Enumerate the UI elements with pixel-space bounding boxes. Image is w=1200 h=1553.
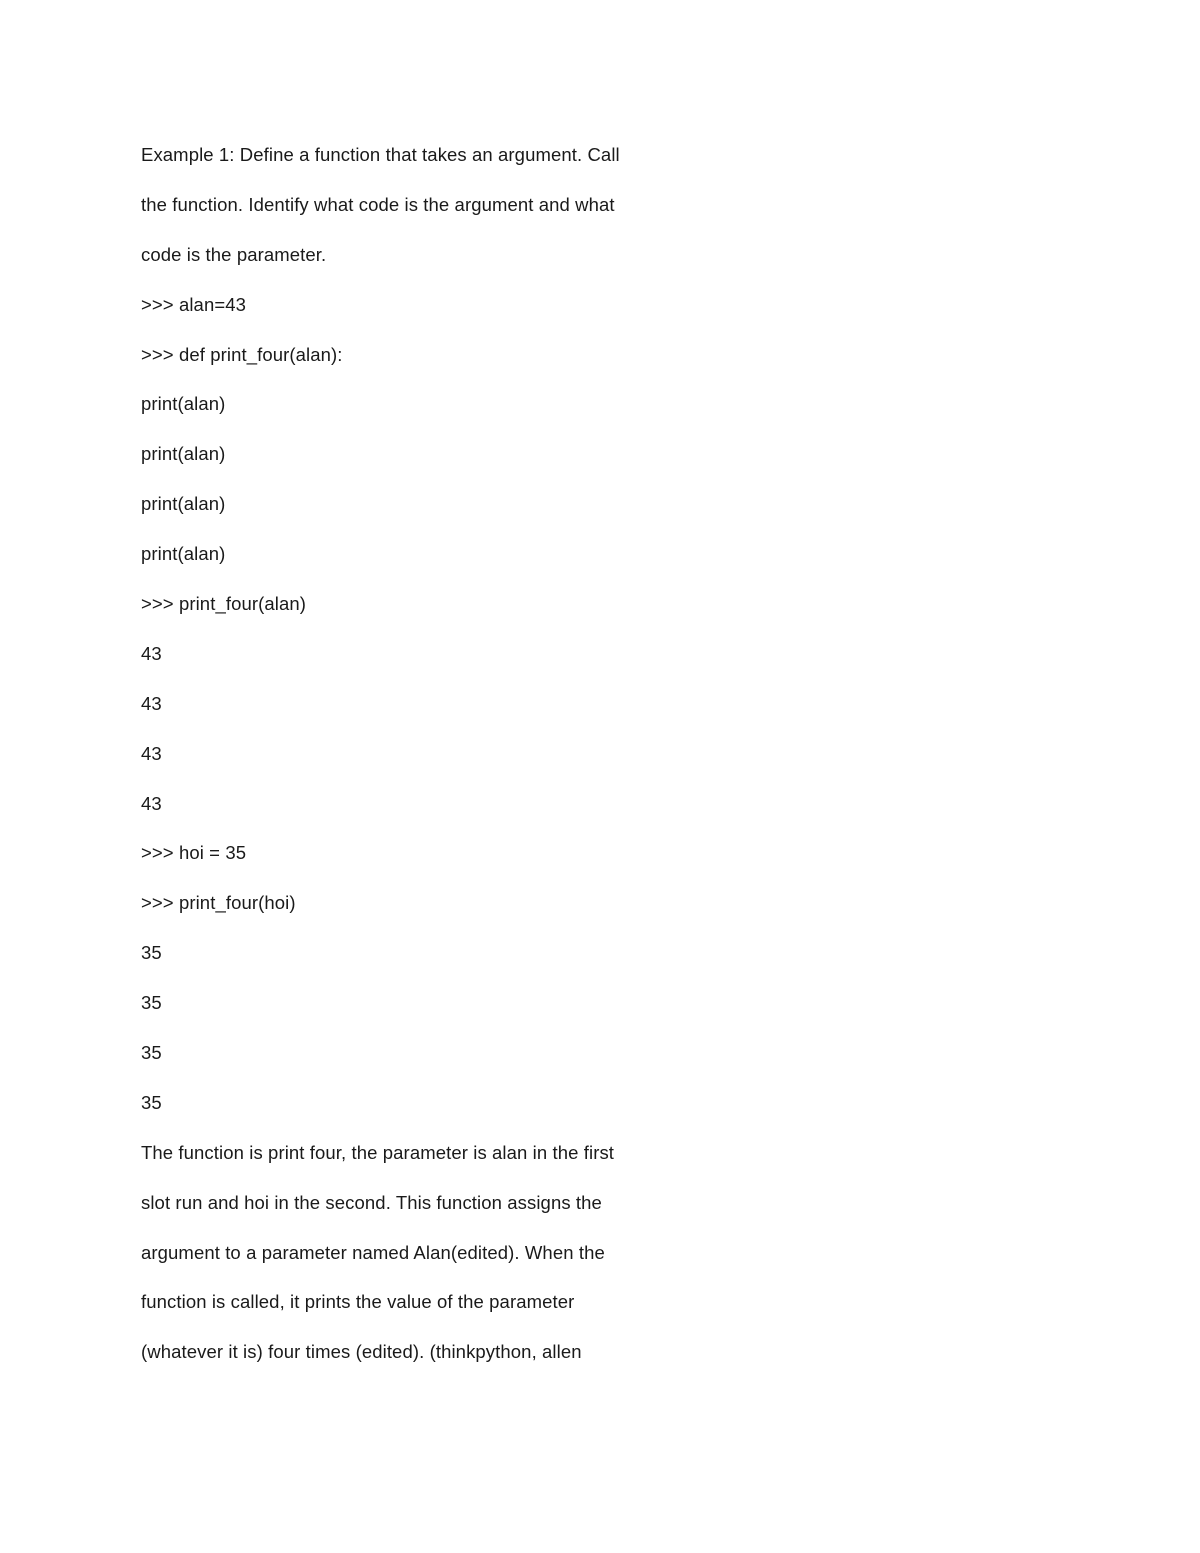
text-line: print(alan) [141, 543, 226, 565]
text-line: 43 [141, 692, 162, 714]
text-line: >>> print_four(alan) [141, 593, 307, 615]
text-line: >>> def print_four(alan): [141, 343, 343, 365]
text-line: print(alan) [141, 393, 226, 415]
text-line: 43 [141, 742, 162, 764]
text-line: >>> print_four(hoi) [141, 892, 296, 914]
text-line: 35 [141, 1091, 162, 1113]
text-line: 35 [141, 992, 162, 1014]
text-line: (whatever it is) four times (edited). (thinkpython, allen [141, 1341, 582, 1363]
text-line: 43 [141, 792, 162, 814]
document-body [141, 130, 701, 1377]
text-line: 43 [141, 642, 162, 664]
text-line: print(alan) [141, 443, 226, 465]
text-line: print(alan) [141, 493, 226, 515]
text-line: >>> alan=43 [141, 293, 247, 315]
text-line: the function. Identify what code is the argument and what [141, 193, 615, 215]
text-line: function is called, it prints the value of the parameter [141, 1291, 575, 1313]
text-line: >>> hoi = 35 [141, 842, 247, 864]
text-line: argument to a parameter named Alan(edited). When the [141, 1241, 605, 1263]
text-line: code is the parameter. [141, 243, 327, 265]
text-line: 35 [141, 1042, 162, 1064]
text-line: 35 [141, 942, 162, 964]
text-line: Example 1: Define a function that takes an argument. Call [141, 144, 620, 165]
text-line: slot run and hoi in the second. This function assigns the [141, 1191, 602, 1213]
text-line: The function is print four, the parameter is alan in the first [141, 1141, 615, 1163]
